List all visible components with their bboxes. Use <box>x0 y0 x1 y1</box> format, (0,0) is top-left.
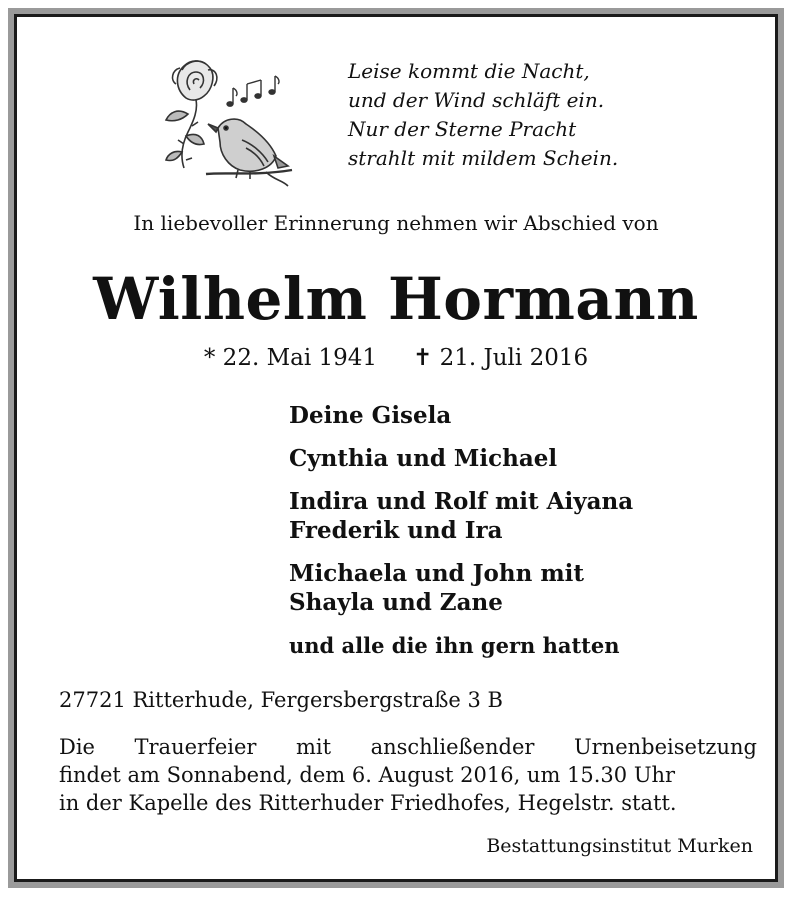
songbird-icon <box>206 119 292 186</box>
family-list <box>289 401 633 660</box>
family-group <box>289 559 633 617</box>
family-group <box>289 487 633 545</box>
music-notes-icon <box>227 76 279 106</box>
address: 27721 Ritterhude, Fergersbergstraße 3 B <box>59 688 503 712</box>
birth-date: * 22. Mai 1941 <box>203 345 378 371</box>
family-line: Frederik und Ira <box>289 517 503 544</box>
service-details <box>59 733 757 817</box>
poem <box>348 57 618 173</box>
family-closing: und alle die ihn gern hatten <box>289 633 620 658</box>
poem-line: und der Wind schläft ein. <box>348 88 605 112</box>
death-date: ✝ 21. Juli 2016 <box>413 345 589 371</box>
family-group <box>289 401 633 430</box>
illustration-drawing <box>146 40 296 190</box>
rose-bird-illustration <box>146 40 296 190</box>
service-word: mit <box>295 735 332 759</box>
family-line: Michaela und John mit <box>289 560 585 587</box>
poem-line: Leise kommt die Nacht, <box>348 59 590 83</box>
family-line: Deine Gisela <box>289 402 452 429</box>
intro-text: In liebevoller Erinnerung nehmen wir Abschied von <box>133 211 659 235</box>
obituary-border <box>14 14 778 882</box>
family-line: Indira und Rolf mit Aiyana <box>289 488 634 515</box>
family-group <box>289 444 633 473</box>
undertaker: Bestattungsinstitut Murken <box>486 835 753 857</box>
service-word: Trauerfeier <box>134 735 257 759</box>
life-dates <box>17 345 775 371</box>
service-line <box>59 733 757 761</box>
service-word: Urnenbeisetzung <box>573 735 757 759</box>
service-line: findet am Sonnabend, dem 6. August 2016, um 15.30 Uhr <box>59 763 676 787</box>
obituary-notice <box>17 17 775 879</box>
deceased-name: Wilhelm Hormann <box>93 265 699 333</box>
poem-line: Nur der Sterne Pracht <box>348 117 577 141</box>
service-word: Die <box>59 735 95 759</box>
service-word: anschließender <box>370 735 535 759</box>
poem-line: strahlt mit mildem Schein. <box>348 146 619 170</box>
rose-icon <box>166 61 217 168</box>
family-line: Shayla und Zane <box>289 589 503 616</box>
service-line: in der Kapelle des Ritterhuder Friedhofes, Hegelstr. statt. <box>59 791 677 815</box>
obituary-frame <box>8 8 784 888</box>
family-line: Cynthia und Michael <box>289 445 558 472</box>
